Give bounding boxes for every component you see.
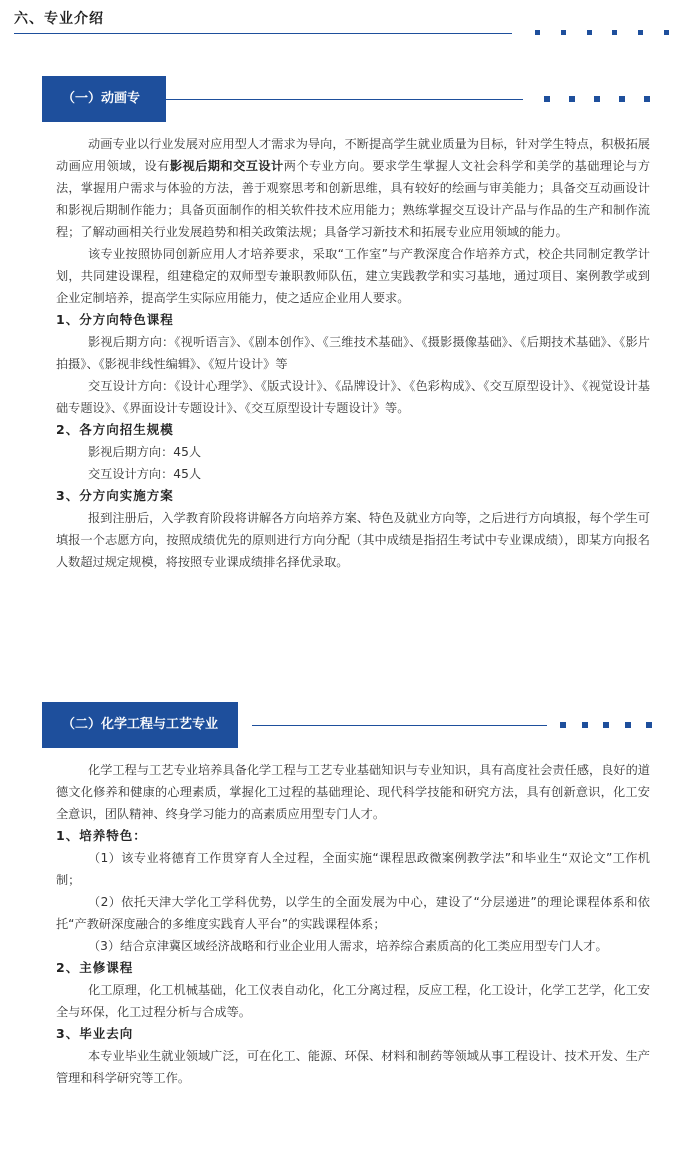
decor-dot xyxy=(646,722,652,728)
section-dots xyxy=(544,96,650,102)
decor-dot xyxy=(569,96,575,102)
section-title: （一）动画专业 xyxy=(42,76,166,122)
decor-dot xyxy=(603,722,609,728)
header-dots xyxy=(535,30,669,38)
main-courses: 化工原理，化工机械基础，化工仪表自动化，化工分离过程，反应工程，化工设计，化学工艺学，化工安全与环保，化工过程分析与合成等。 xyxy=(56,983,650,1019)
decor-dot xyxy=(644,96,650,102)
subheading-enrollment: 2、各方向招生规模 xyxy=(56,422,174,437)
chem-intro-paragraph: 化学工程与工艺专业培养具备化学工程与工艺专业基础知识与专业知识，具有高度社会责任感，良好的道德文化修养和健康的心理素质，掌握化工过程的基础理论、现代科学技能和研究方法，具有创新意识，化工安全意识，团队精神、终身学习能力的高素质应用型专门人才。 xyxy=(56,763,650,821)
decor-dot xyxy=(638,30,643,35)
section-heading-animation xyxy=(42,76,652,152)
decor-dot xyxy=(535,30,540,35)
decor-dot xyxy=(561,30,566,35)
enrollment-interaction: 交互设计方向：45人 xyxy=(88,467,202,481)
section-title: （二）化学工程与工艺专业 xyxy=(42,702,238,748)
decor-dot xyxy=(560,722,566,728)
section-divider xyxy=(252,725,547,726)
enrollment-film: 影视后期方向：45人 xyxy=(88,445,202,459)
subheading-courses: 1、分方向特色课程 xyxy=(56,312,174,327)
feature-1: （1）该专业将德育工作贯穿育人全过程，全面实施“课程思政微案例教学法”和毕业生“双论文”工作机制； xyxy=(56,851,650,887)
plan-paragraph: 报到注册后，入学教育阶段将讲解各方向培养方案、特色及就业方向等，之后进行方向填报，每个学生可填报一个志愿方向，按照成绩优先的原则进行方向分配（其中成绩是指招生考试中专业课成绩），即某方向报名人数超过规定规模，将按照专业课成绩排名择优录取。 xyxy=(56,511,650,569)
subheading-career: 3、毕业去向 xyxy=(56,1026,134,1041)
intro-text: 动画专业以行业发展对应用型人才需求为导向，不断提高学生就业质量为目标，针对学生特点，积极拓展动画应用领域，设有 xyxy=(56,137,650,173)
section-dots xyxy=(560,722,652,728)
decor-dot xyxy=(587,30,592,35)
decor-dot xyxy=(594,96,600,102)
decor-dot xyxy=(625,722,631,728)
career-paragraph: 本专业毕业生就业领域广泛，可在化工、能源、环保、材料和制药等领域从事工程设计、技术开发、生产管理和科学研究等工作。 xyxy=(56,1049,650,1085)
intro-paragraph xyxy=(56,133,650,243)
decor-dot xyxy=(619,96,625,102)
page-title: 六、专业介绍 xyxy=(14,11,104,27)
courses-interaction: 交互设计方向：《设计心理学》、《版式设计》、《品牌设计》、《色彩构成》、《交互原型设计》、《视觉设计基础专题设》、《界面设计专题设计》、《交互原型设计专题设计》等。 xyxy=(56,379,650,415)
feature-2: （2）依托天津大学化工学科优势，以学生的全面发展为中心，建设了“分层递进”的理论课程体系和依托“产教研深度融合的多维度实践育人平台”的实践课程体系； xyxy=(56,895,650,931)
courses-film: 影视后期方向：《视听语言》、《剧本创作》、《三维技术基础》、《摄影摄像基础》、《后期技术基础》、《影片拍摄》、《影视非线性编辑》、《短片设计》等 xyxy=(56,335,650,371)
section-heading-chemical xyxy=(42,702,652,748)
decor-dot xyxy=(612,30,617,35)
header-divider xyxy=(14,33,512,34)
decor-dot xyxy=(582,722,588,728)
section-body-chemical xyxy=(56,759,650,1089)
subheading-features: 1、培养特色： xyxy=(56,828,147,843)
intro-text: 两个专业方向。要求学生掌握人文社会科学和美学的基础理论与方法，掌握用户需求与体验的方法，善于观察思考和创新思维，具有较好的绘画与审美能力；具备交互动画设计和影视后期制作能力；具备页面制作的相关软件技术应用能力；熟练掌握交互设计产品与作品的生产和制作流程；了解动画相关行业发展趋势和相关政策法规；具备学习新技术和拓展专业应用领域的能力。 xyxy=(56,159,651,239)
top-header xyxy=(14,6,669,40)
decor-dot xyxy=(544,96,550,102)
subheading-main-courses: 2、主修课程 xyxy=(56,960,134,975)
intro-emphasis: 影视后期和交互设计 xyxy=(169,159,284,173)
subheading-plan: 3、分方向实施方案 xyxy=(56,488,174,503)
feature-3: （3）结合京津冀区域经济战略和行业企业用人需求，培养综合素质高的化工类应用型专门人才。 xyxy=(88,939,608,953)
section-body-animation xyxy=(56,133,650,573)
decor-dot xyxy=(664,30,669,35)
section-divider xyxy=(166,99,523,100)
cooperation-paragraph: 该专业按照协同创新应用人才培养要求，采取“工作室”与产教深度合作培养方式，校企共同制定教学计划，共同建设课程，组建稳定的双师型专兼职教师队伍，建立実践教学和实习基地，通过项目、案例教学或到企业定制培养，提高学生实际应用能力，使之适应企业用人要求。 xyxy=(56,247,650,305)
